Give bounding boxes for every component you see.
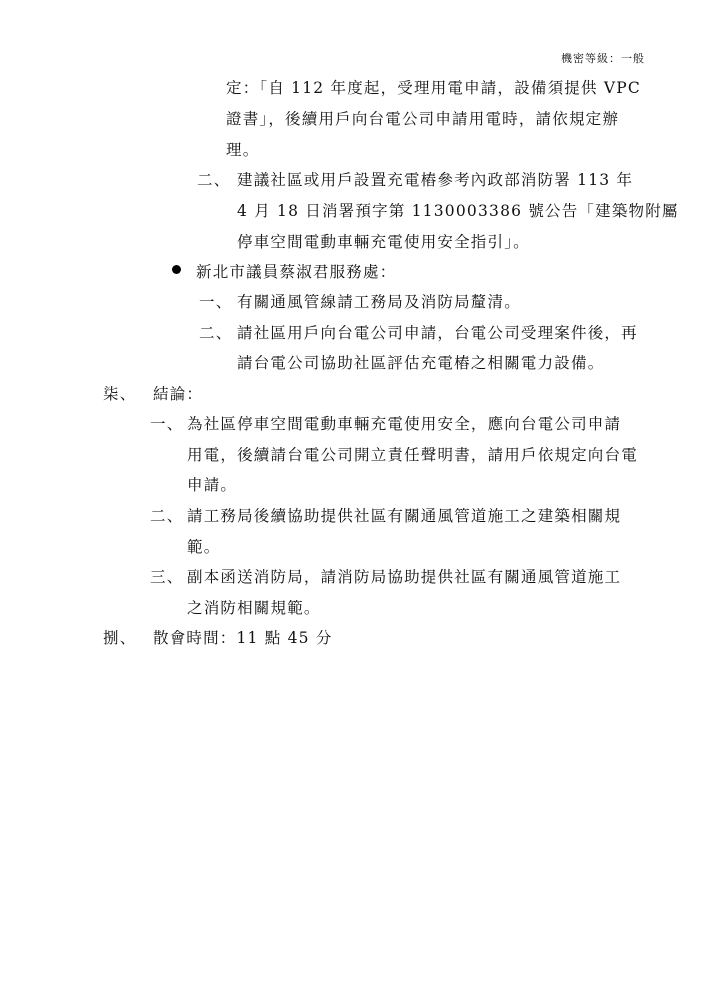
item-marker: 一、 [150,415,184,433]
section-marker: 柒、 [103,385,137,403]
paragraph-line: 理。 [226,141,260,159]
classification-label: 機密等級：一般 [561,52,645,65]
section-marker: 捌、 [103,629,137,647]
paragraph-line: 申請。 [187,476,238,494]
item-marker: 二、 [199,324,233,342]
paragraph-line: 請工務局後續協助提供社區有關通風管道施工之建築相關規 [187,507,622,525]
paragraph-line: 證書」，後續用戶向台電公司申請用電時，請依規定辦 [226,110,620,128]
paragraph-line: 之消防相關規範。 [187,599,321,617]
paragraph-line: 請社區用戶向台電公司申請，台電公司受理案件後，再 [237,324,638,342]
paragraph-line: 為社區停車空間電動車輛充電使用安全，應向台電公司申請 [187,415,622,433]
item-marker: 二、 [150,507,184,525]
paragraph-line: 請台電公司協助社區評估充電樁之相關電力設備。 [237,354,605,372]
adjournment-time: 散會時間：11 點 45 分 [153,629,333,647]
paragraph-line: 停車空間電動車輛充電使用安全指引」。 [237,233,530,251]
item-marker: 二、 [197,171,231,189]
bullet-icon [172,265,181,274]
section-title: 新北市議員蔡淑君服務處： [196,263,397,281]
section-title: 結論： [153,385,204,403]
paragraph-line: 定：「自 112 年度起，受理用電申請，設備須提供 VPC [226,79,641,97]
paragraph-line: 4 月 18 日消署預字第 1130003386 號公告「建築物附屬 [237,202,679,220]
paragraph-line: 有關通風管線請工務局及消防局釐清。 [237,293,521,311]
paragraph-line: 建議社區或用戶設置充電樁參考內政部消防署 113 年 [237,171,634,189]
paragraph-line: 副本函送消防局，請消防局協助提供社區有關通風管道施工 [187,568,622,586]
paragraph-line: 用電，後續請台電公司開立責任聲明書，請用戶依規定向台電 [187,446,638,464]
paragraph-line: 範。 [187,538,221,556]
item-marker: 一、 [199,293,233,311]
item-marker: 三、 [150,568,184,586]
